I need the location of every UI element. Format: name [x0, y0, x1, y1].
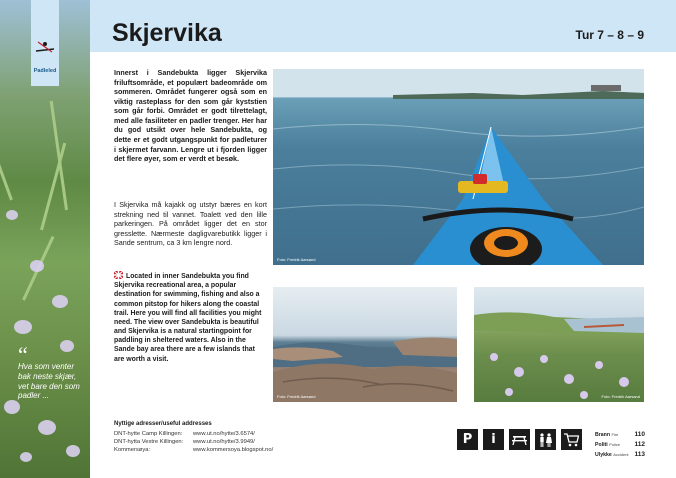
- address-link[interactable]: www.ut.no/hytte/3.9949/: [193, 439, 255, 445]
- flower: [4, 400, 20, 414]
- toilets-icon: [535, 429, 556, 450]
- flower: [38, 420, 56, 435]
- emergency-references: [595, 430, 645, 460]
- grass-blade: [0, 124, 13, 200]
- reference-page: 113: [634, 451, 645, 459]
- address-link[interactable]: www.ut.no/hytte/3.6574/: [193, 431, 255, 437]
- kayak-illustration: [273, 69, 644, 265]
- facility-icons: [457, 429, 582, 450]
- reference-page: 110: [634, 431, 645, 438]
- flower: [60, 340, 74, 352]
- flower: [20, 452, 32, 462]
- address-row: [114, 431, 255, 437]
- address-link[interactable]: www.kommersoya.blogspot.no/: [193, 447, 274, 453]
- rocks-illustration: [273, 287, 457, 402]
- flower: [30, 260, 44, 272]
- reference-row: [595, 450, 645, 460]
- address-label: DNT-hytte Camp Killingen:: [114, 431, 183, 437]
- reference-row: [595, 440, 645, 450]
- tour-numbers: Tur 7 – 8 – 9: [575, 28, 644, 42]
- kayak-photo: [273, 69, 644, 265]
- shop-icon: [561, 429, 582, 450]
- rocks-photo: [273, 287, 457, 402]
- photo-credit: Foto: Fredrik Aarsand: [277, 394, 316, 399]
- access-paragraph: I Skjervika må kajakk og utstyr bæres en kort strekning ned til vannet. Toalett ved den lille parkeringen. På området ligger det en stor gresslette. Nærmeste dagligvarebutikk ligger i Sande sentrum, ca 3 km lengre nord.: [114, 200, 267, 248]
- page-title: Skjervika: [112, 19, 222, 47]
- quote-mark-icon: “: [18, 342, 28, 367]
- parking-icon: P: [457, 429, 478, 450]
- reference-sublabel: Accident: [613, 452, 629, 458]
- shore-illustration: [474, 287, 644, 402]
- reference-label: Ulykke: [595, 452, 612, 459]
- picnic-table-icon: [509, 429, 530, 450]
- addresses-heading: Nyttige adresser/useful addresses: [114, 421, 212, 427]
- reference-page: 112: [634, 441, 645, 449]
- sidebar-photo: [0, 0, 90, 478]
- photo-credit: Foto: Fredrik Aarsand: [601, 394, 640, 399]
- address-label: DNT-hytta Vestre Killingen:: [114, 439, 184, 445]
- flower: [66, 445, 80, 457]
- information-icon: i: [483, 429, 504, 450]
- reference-label: Brann: [595, 432, 610, 438]
- shore-photo: [474, 287, 644, 402]
- intro-paragraph: Innerst i Sandebukta ligger Skjervika friluftsområde, et populært badeområde om sommeren. Området fungerer også som en viktig rasteplass for den som går kyststien som går forbi. Området er godt tilrettelagt, med alle fasiliteter en padler trenger. Her har du god utsikt over hele Sandebukta, og dette er et godt utgangspunkt for padleturer i skjermet farvann. Lengre ut i fjorden ligger det flere øyer, som er verdt et besøk.: [114, 68, 267, 164]
- flower: [14, 320, 32, 334]
- kayaker-icon: [35, 40, 55, 54]
- logo-text: Padleled: [33, 68, 57, 74]
- address-row: [114, 447, 273, 453]
- photo-credit: Foto: Fredrik Aarsand: [277, 257, 316, 262]
- english-paragraph: Located in inner Sandebukta you find Skjervika recreational area, a popular destination for swimming, fishing and also a common pitstop for hikers along the coastal trail. Here you will find all facilities you might need. The view over Sandebukta is beautiful and Skjervika is a natural startingpoint for paddling in sheltered waters. Also in the Sande bay area there are a few islands that are worth a visit.: [114, 273, 262, 363]
- reference-sublabel: Fire: [611, 432, 619, 437]
- address-row: [114, 439, 255, 445]
- reference-row: [595, 430, 645, 440]
- flower: [52, 295, 68, 308]
- reference-sublabel: Police: [609, 442, 621, 448]
- address-label: Kommersøya:: [114, 447, 151, 453]
- reference-label: Politi: [595, 442, 608, 449]
- sidebar-quote: Hva som venter bak neste skjær, vet bare den som padler ...: [18, 362, 80, 401]
- flower: [6, 210, 18, 220]
